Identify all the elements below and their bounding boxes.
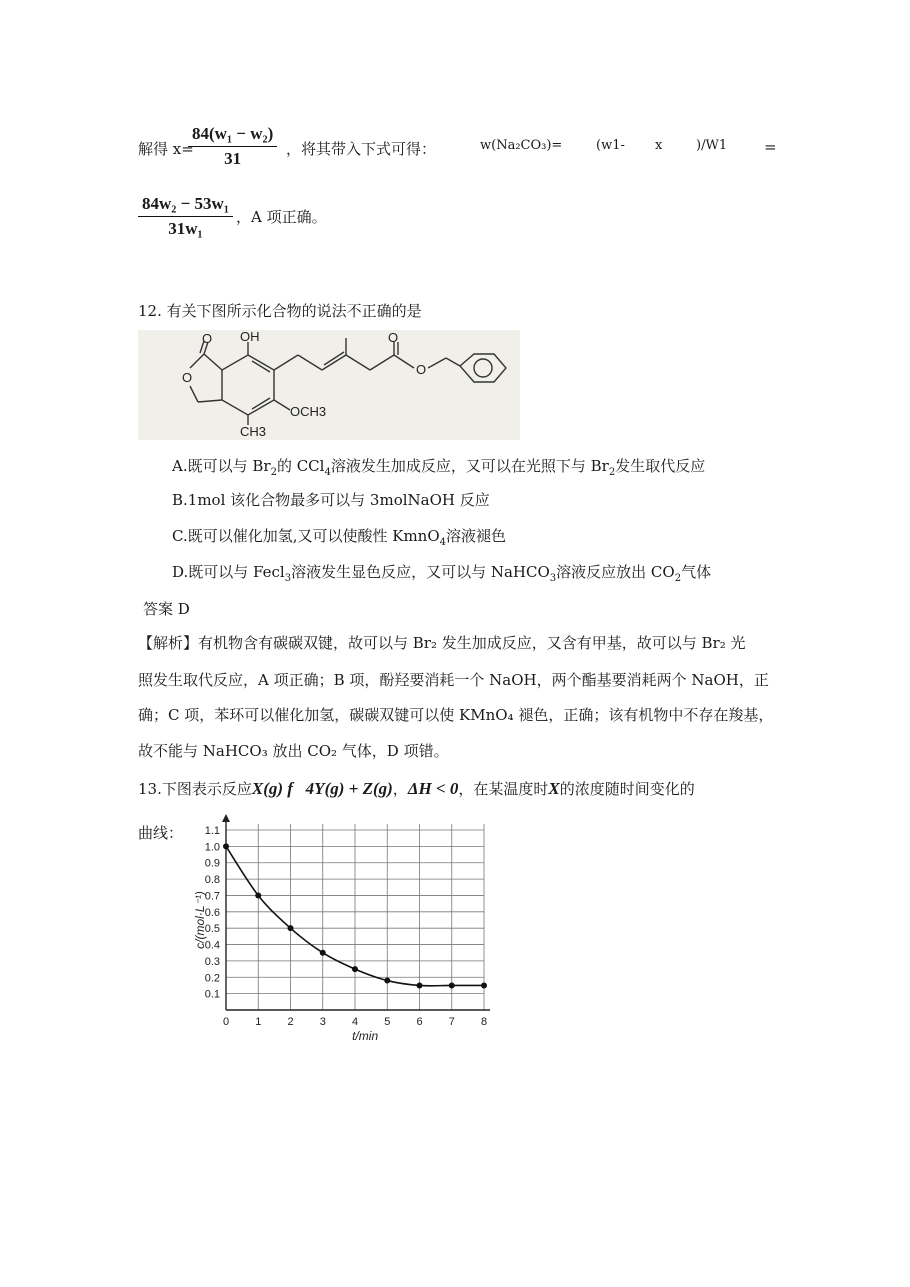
y-tick-label: 1.0 bbox=[204, 841, 220, 854]
y-axis-label: c/(mol·L⁻¹) bbox=[193, 891, 207, 949]
enthalpy-expression: ΔH < 0 bbox=[407, 779, 459, 798]
solve-tail: ，A 项正确。 bbox=[236, 208, 327, 226]
data-point bbox=[288, 925, 294, 931]
option-text: 的 CCl bbox=[276, 457, 325, 475]
x-tick-label: 6 bbox=[416, 1016, 423, 1028]
option-d bbox=[172, 561, 711, 584]
compound-structure bbox=[138, 330, 520, 440]
subscript: 2 bbox=[674, 573, 682, 584]
option-a bbox=[172, 455, 705, 478]
structure-diagram bbox=[138, 330, 520, 440]
data-point bbox=[223, 843, 229, 849]
solve-w-expr: w(Na₂CO₃)= bbox=[480, 138, 563, 153]
chart-svg bbox=[192, 812, 522, 1048]
data-point bbox=[481, 982, 487, 988]
solve-prefix: 解得 x= bbox=[138, 140, 194, 158]
structure-label-o-carbonyl: O bbox=[202, 331, 213, 346]
structure-label-ch3: CH3 bbox=[240, 424, 267, 439]
subscript: 4 bbox=[439, 537, 447, 548]
y-tick-label: 0.6 bbox=[204, 906, 220, 919]
option-text: 溶液反应放出 CO bbox=[556, 563, 675, 581]
stem-text: ，在某温度时 bbox=[458, 780, 549, 798]
structure-label-och3: OCH3 bbox=[290, 404, 327, 419]
solve-x: x bbox=[655, 138, 663, 153]
question-13-stem bbox=[138, 778, 695, 799]
x-tick-label: 5 bbox=[384, 1016, 391, 1028]
data-point bbox=[417, 982, 423, 988]
analysis-line-1: 【解析】有机物含有碳碳双键，故可以与 Br₂ 发生加成反应，又含有甲基，故可以与 Br₂ 光 bbox=[138, 634, 746, 652]
x-tick-label: 0 bbox=[222, 1016, 230, 1028]
y-tick-label: 1.1 bbox=[204, 825, 220, 837]
option-text: 溶液褪色 bbox=[446, 527, 507, 545]
option-text: A.既可以与 Br bbox=[172, 457, 271, 475]
data-point bbox=[320, 950, 326, 956]
fraction-denominator: 31w₁ bbox=[168, 219, 203, 238]
option-text: D.既可以与 Fecl bbox=[172, 563, 285, 581]
solve-equals: = bbox=[764, 138, 777, 156]
y-tick-label: 0.9 bbox=[204, 857, 220, 870]
stem-text: 13.下图表示反应 bbox=[138, 780, 252, 798]
analysis-line-3: 确；C 项，苯环可以催化加氢，碳碳双键可以使 KMnO₄ 褪色，正确；该有机物中不存在羧基， bbox=[138, 706, 774, 724]
question-12-stem: 12. 有关下图所示化合物的说法不正确的是 bbox=[138, 302, 422, 320]
x-tick-label: 4 bbox=[351, 1016, 359, 1028]
subscript: 4 bbox=[324, 467, 331, 478]
fraction-x bbox=[188, 124, 277, 169]
structure-label-oh: OH bbox=[240, 330, 260, 344]
structure-label-o-ring: O bbox=[182, 370, 193, 385]
structure-label-o-link: O bbox=[416, 362, 427, 377]
option-text: 气体 bbox=[681, 563, 712, 581]
option-text: C.既可以催化加氢,又可以使酸性 KmnO bbox=[172, 527, 440, 545]
concentration-chart bbox=[192, 812, 522, 1048]
stem-text: 的浓度随时间变化的 bbox=[559, 780, 695, 798]
y-axis-arrow bbox=[222, 814, 230, 822]
y-tick-label: 0.5 bbox=[204, 923, 220, 936]
y-tick-label: 0.8 bbox=[204, 874, 220, 887]
fraction-numerator: 84w₂ − 53w₁ bbox=[142, 194, 229, 213]
x-tick-label: 3 bbox=[319, 1016, 326, 1028]
variable-x: X bbox=[548, 779, 560, 798]
reaction-equation: X(g) f 4Y(g) + Z(g) bbox=[251, 779, 393, 798]
y-tick-label: 0.7 bbox=[204, 890, 220, 903]
subscript: 2 bbox=[608, 467, 616, 478]
x-tick-label: 1 bbox=[255, 1016, 262, 1028]
fraction-denominator: 31 bbox=[224, 149, 242, 168]
data-point bbox=[255, 892, 261, 898]
subscript: 2 bbox=[270, 467, 277, 478]
option-b: B.1mol 该化合物最多可以与 3molNaOH 反应 bbox=[172, 491, 490, 509]
option-text: 发生取代反应 bbox=[615, 457, 706, 475]
answer-line: 答案 D bbox=[143, 600, 190, 618]
structure-label-o-ester: O bbox=[388, 330, 399, 345]
option-c bbox=[172, 525, 506, 548]
question-13-line2: 曲线： bbox=[138, 824, 184, 842]
option-text: 溶液发生加成反应，又可以在光照下与 Br bbox=[330, 457, 609, 475]
fraction-numerator: 84(w₁ − w₂) bbox=[192, 124, 274, 143]
solve-paren-end: )/W1 bbox=[696, 138, 728, 153]
solve-paren: (w1- bbox=[596, 138, 625, 153]
subscript: 3 bbox=[284, 573, 292, 584]
y-tick-label: 0.2 bbox=[204, 972, 220, 985]
analysis-line-2: 照发生取代反应，A 项正确；B 项，酚羟要消耗一个 NaOH，两个酯基要消耗两个 NaOH，正 bbox=[138, 671, 769, 689]
analysis-line-4: 故不能与 NaHCO₃ 放出 CO₂ 气体，D 项错。 bbox=[138, 742, 449, 760]
stem-text: ， bbox=[392, 780, 408, 798]
x-tick-label: 8 bbox=[480, 1016, 488, 1028]
fraction-bar bbox=[138, 216, 233, 217]
x-tick-label: 7 bbox=[448, 1016, 455, 1028]
y-tick-label: 0.1 bbox=[204, 988, 220, 1001]
x-axis-label: t/min bbox=[352, 1029, 379, 1043]
data-point bbox=[352, 966, 358, 972]
x-tick-label: 2 bbox=[287, 1016, 294, 1028]
subscript: 3 bbox=[549, 573, 557, 584]
fraction-bar bbox=[188, 146, 277, 147]
data-point bbox=[384, 978, 390, 984]
fraction-result bbox=[138, 194, 233, 239]
y-tick-label: 0.4 bbox=[204, 939, 220, 952]
data-point bbox=[449, 982, 455, 988]
option-text: 溶液发生显色反应，又可以与 NaHCO bbox=[291, 563, 550, 581]
solve-mid: ，将其带入下式可得： bbox=[286, 140, 437, 158]
y-tick-label: 0.3 bbox=[204, 955, 220, 968]
